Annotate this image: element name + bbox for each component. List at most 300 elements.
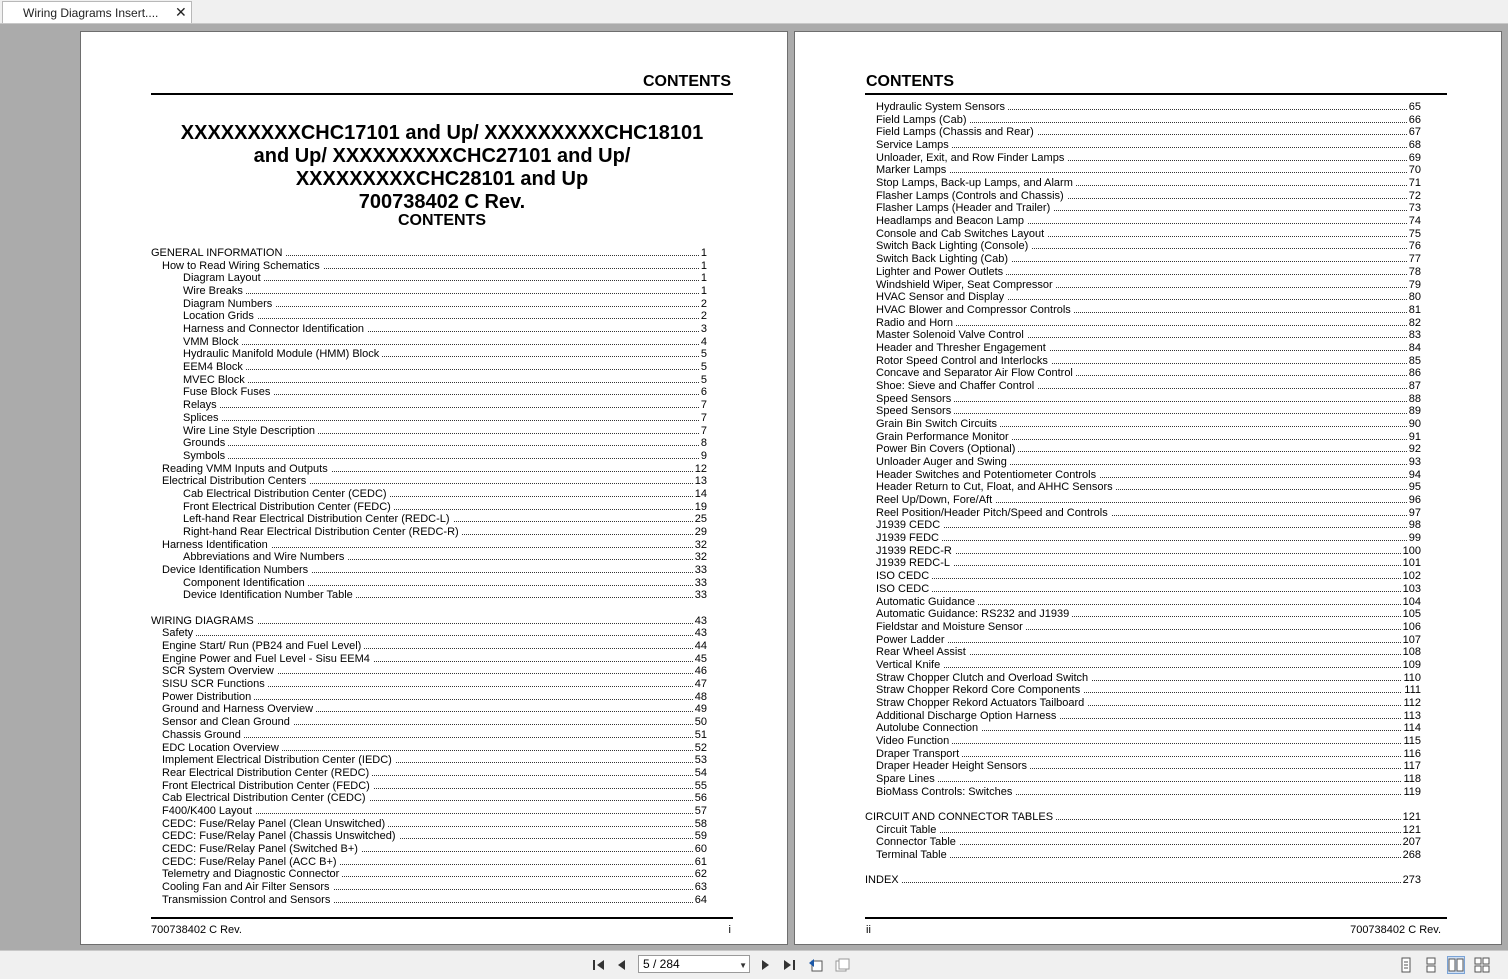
toc-entry-title: EDC Location Overview bbox=[162, 742, 282, 755]
toc-entry[interactable] bbox=[795, 760, 1502, 773]
continuous-view-icon[interactable] bbox=[1423, 957, 1439, 973]
toc-entry[interactable] bbox=[795, 722, 1502, 735]
toc-entry-title: Cab Electrical Distribution Center (CEDC) bbox=[183, 488, 390, 501]
toc-entry[interactable] bbox=[795, 634, 1502, 647]
toc-entry-title: Unloader Auger and Swing bbox=[876, 456, 1010, 469]
toc-entry-title: Engine Start/ Run (PB24 and Fuel Level) bbox=[162, 640, 364, 653]
toc-entry-title: Header Return to Cut, Float, and AHHC Sensors bbox=[876, 481, 1116, 494]
toc-entry-title: Diagram Layout bbox=[183, 272, 264, 285]
toc-entry-page: 273 bbox=[1402, 874, 1421, 887]
toc-entry-page: 1 bbox=[700, 259, 707, 272]
toc-entry[interactable] bbox=[81, 386, 788, 399]
toc-entry-page: 94 bbox=[1408, 468, 1421, 481]
toc-entry-title: Grain Bin Switch Circuits bbox=[876, 418, 1000, 431]
document-tab[interactable] bbox=[2, 1, 192, 23]
toc-entry-page: 121 bbox=[1402, 811, 1421, 824]
toc-entry-page: 64 bbox=[694, 893, 707, 906]
toc-entry[interactable] bbox=[795, 481, 1502, 494]
toc-leader bbox=[876, 527, 1407, 528]
title-line: XXXXXXXXXCHC28101 and Up bbox=[295, 168, 589, 190]
toc-entry[interactable] bbox=[795, 824, 1502, 837]
toc-entry-page: 106 bbox=[1402, 620, 1421, 633]
toc-entry[interactable] bbox=[795, 874, 1502, 887]
toc-entry[interactable] bbox=[81, 323, 788, 336]
toc-entry[interactable] bbox=[795, 114, 1502, 127]
title-line: XXXXXXXXXCHC17101 and Up/ XXXXXXXXXCHC18101 bbox=[180, 122, 704, 144]
toc-entry-title: How to Read Wiring Schematics bbox=[162, 260, 323, 273]
toc-entry-page: 110 bbox=[1403, 671, 1421, 684]
toc-entry[interactable] bbox=[81, 856, 788, 869]
toc-leader bbox=[876, 667, 1401, 668]
page-number-input[interactable] bbox=[638, 955, 750, 973]
toc-entry-title: Switch Back Lighting (Console) bbox=[876, 240, 1031, 253]
toc-entry-page: 50 bbox=[694, 716, 707, 729]
toc-entry-page: 32 bbox=[694, 551, 707, 564]
toc-entry[interactable] bbox=[795, 811, 1502, 824]
toc-leader bbox=[876, 857, 1401, 858]
toc-entry-page: 119 bbox=[1403, 785, 1421, 798]
toc-entry-page: 121 bbox=[1402, 823, 1421, 836]
toc-entry[interactable] bbox=[81, 577, 788, 590]
toc-entry-page: 105 bbox=[1402, 608, 1421, 621]
toc-entry-page: 6 bbox=[700, 386, 707, 399]
toc-entry-title: Abbreviations and Wire Numbers bbox=[183, 551, 347, 564]
toc-entry[interactable] bbox=[81, 615, 788, 628]
toc-entry-page: 48 bbox=[694, 690, 707, 703]
toc-entry[interactable] bbox=[795, 101, 1502, 114]
toc-entry[interactable] bbox=[795, 494, 1502, 507]
toc-entry-title: Flasher Lamps (Controls and Chassis) bbox=[876, 190, 1067, 203]
toc-entry-title: GENERAL INFORMATION bbox=[151, 247, 285, 260]
toc-entry[interactable] bbox=[81, 691, 788, 704]
toc-entry-page: 87 bbox=[1408, 379, 1421, 392]
toc-entry-title: Wire Breaks bbox=[183, 285, 246, 298]
toc-entry-title: Shoe: Sieve and Chaffer Control bbox=[876, 380, 1037, 393]
toc-entry-title: Rotor Speed Control and Interlocks bbox=[876, 355, 1051, 368]
toc-leader bbox=[876, 565, 1401, 566]
toc-entry-title: CEDC: Fuse/Relay Panel (Clean Unswitched) bbox=[162, 818, 388, 831]
toc-entry-page: 63 bbox=[694, 881, 707, 893]
toc-entry-title: Terminal Table bbox=[876, 849, 950, 862]
toc-entry[interactable] bbox=[81, 425, 788, 438]
toc-entry-title: WIRING DIAGRAMS bbox=[151, 615, 257, 628]
toc-entry-page: 68 bbox=[1408, 139, 1421, 152]
toc-entry-page: 52 bbox=[694, 741, 707, 754]
toc-entry[interactable] bbox=[795, 329, 1502, 342]
toc-entry-title: Component Identification bbox=[183, 577, 308, 590]
toc-entry[interactable] bbox=[81, 754, 788, 767]
toc-entry-title: Fieldstar and Moisture Sensor bbox=[876, 621, 1026, 634]
toc-entry-title: Rear Electrical Distribution Center (REDC) bbox=[162, 767, 372, 780]
footer-doc-number: 700738402 C Rev. bbox=[1350, 924, 1441, 936]
toc-entry[interactable] bbox=[795, 646, 1502, 659]
toc-entry[interactable] bbox=[795, 507, 1502, 520]
toc-entry-page: 114 bbox=[1403, 722, 1421, 735]
toc-entry[interactable] bbox=[795, 405, 1502, 418]
toc-entry-title: Splices bbox=[183, 412, 221, 425]
footer-rule bbox=[865, 917, 1447, 919]
toc-entry[interactable] bbox=[795, 215, 1502, 228]
toc-entry[interactable] bbox=[81, 805, 788, 818]
toc-entry-title: J1939 CEDC bbox=[876, 519, 943, 532]
toc-entry[interactable] bbox=[81, 374, 788, 387]
toc-entry-page: 70 bbox=[1408, 164, 1421, 177]
toc-entry[interactable] bbox=[795, 367, 1502, 380]
toc-entry-title: Marker Lamps bbox=[876, 164, 949, 177]
toc-entry-title: Diagram Numbers bbox=[183, 298, 275, 311]
toc-entry[interactable] bbox=[795, 202, 1502, 215]
toc-entry[interactable] bbox=[795, 279, 1502, 292]
toc-entry[interactable] bbox=[81, 488, 788, 501]
toc-entry-title: CEDC: Fuse/Relay Panel (ACC B+) bbox=[162, 856, 340, 869]
toc-entry-page: 79 bbox=[1408, 278, 1421, 291]
toc-entry-title: Console and Cab Switches Layout bbox=[876, 228, 1047, 241]
toc-entry[interactable] bbox=[81, 247, 788, 260]
footer-page-number: ii bbox=[866, 924, 871, 936]
toc-entry-title: Unloader, Exit, and Row Finder Lamps bbox=[876, 152, 1067, 165]
toc-entry[interactable] bbox=[81, 260, 788, 273]
toc-entry[interactable] bbox=[81, 463, 788, 476]
toc-entry[interactable] bbox=[795, 557, 1502, 570]
tab-title[interactable]: Wiring Diagrams Insert.... bbox=[23, 6, 159, 20]
toc-entry-page: 62 bbox=[694, 868, 707, 881]
toc-entry[interactable] bbox=[81, 310, 788, 323]
page-header: CONTENTS bbox=[866, 73, 954, 90]
toc-entry-page: 74 bbox=[1408, 215, 1421, 228]
toc-entry-title: Speed Sensors bbox=[876, 405, 954, 418]
toc-leader bbox=[183, 382, 699, 383]
tab-bar bbox=[0, 0, 1508, 24]
toc-entry-title: Header and Thresher Engagement bbox=[876, 342, 1049, 355]
toc-entry-page: 66 bbox=[1408, 113, 1421, 126]
toc-entry-title: Reel Position/Header Pitch/Speed and Controls bbox=[876, 507, 1111, 520]
toc-entry-page: 53 bbox=[694, 754, 707, 767]
toc-entry[interactable] bbox=[795, 735, 1502, 748]
footer-page-number: i bbox=[728, 924, 731, 936]
toc-entry[interactable] bbox=[81, 450, 788, 463]
toc-entry[interactable] bbox=[795, 849, 1502, 862]
header-rule bbox=[865, 93, 1447, 95]
toc-leader bbox=[876, 642, 1401, 643]
toc-entry[interactable] bbox=[795, 393, 1502, 406]
page-indicator: 5 / 284 bbox=[643, 957, 680, 971]
toc-entry-page: 72 bbox=[1408, 189, 1421, 202]
toc-entry[interactable] bbox=[795, 697, 1502, 710]
toc-entry-page: 33 bbox=[694, 564, 707, 576]
toc-entry-title: Engine Power and Fuel Level - Sisu EEM4 bbox=[162, 653, 373, 666]
toc-entry-title: F400/K400 Layout bbox=[162, 805, 255, 818]
toc-entry-title: CEDC: Fuse/Relay Panel (Switched B+) bbox=[162, 843, 361, 856]
back-view-icon[interactable] bbox=[808, 957, 824, 973]
toc-entry[interactable] bbox=[81, 399, 788, 412]
toc-entry-title: Telemetry and Diagnostic Connector bbox=[162, 868, 342, 881]
toc-entry-page: 13 bbox=[694, 475, 707, 488]
toc-entry-title: Draper Header Height Sensors bbox=[876, 760, 1030, 773]
toc-entry-title: HVAC Sensor and Display bbox=[876, 291, 1007, 304]
toc-entry[interactable] bbox=[81, 678, 788, 691]
toc-entry[interactable] bbox=[795, 469, 1502, 482]
toc-entry-page: 82 bbox=[1408, 316, 1421, 329]
toc-entry[interactable] bbox=[795, 570, 1502, 583]
toc-entry[interactable] bbox=[795, 684, 1502, 697]
toc-entry-title: Header Switches and Potentiometer Controls bbox=[876, 469, 1099, 482]
toc-entry[interactable] bbox=[795, 291, 1502, 304]
toc-entry-page: 76 bbox=[1408, 240, 1421, 253]
toc-entry[interactable] bbox=[795, 177, 1502, 190]
toc-entry[interactable] bbox=[795, 304, 1502, 317]
toc-entry[interactable] bbox=[81, 843, 788, 856]
toc-entry-page: 96 bbox=[1408, 494, 1421, 507]
toc-entry[interactable] bbox=[795, 456, 1502, 469]
toc-entry[interactable] bbox=[81, 298, 788, 311]
toc-entry[interactable] bbox=[795, 418, 1502, 431]
toc-entry[interactable] bbox=[795, 545, 1502, 558]
toc-entry-title: Ground and Harness Overview bbox=[162, 703, 316, 716]
toc-entry-page: 46 bbox=[694, 665, 707, 678]
toc-entry-page: 103 bbox=[1402, 582, 1421, 595]
continuous-facing-view-icon[interactable] bbox=[1474, 957, 1490, 973]
header-rule bbox=[151, 93, 733, 95]
toc-entry[interactable] bbox=[81, 729, 788, 742]
toc-leader bbox=[183, 458, 699, 459]
previous-page-icon[interactable] bbox=[614, 957, 630, 973]
toc-entry[interactable] bbox=[795, 608, 1502, 621]
toc-entry[interactable] bbox=[795, 836, 1502, 849]
toc-entry[interactable] bbox=[81, 792, 788, 805]
toc-entry-page: 7 bbox=[700, 411, 707, 424]
toc-entry[interactable] bbox=[81, 551, 788, 564]
toc-entry[interactable] bbox=[81, 348, 788, 361]
toc-entry-page: 2 bbox=[700, 310, 707, 323]
toc-entry[interactable] bbox=[795, 139, 1502, 152]
toc-entry-page: 61 bbox=[694, 855, 707, 868]
toc-entry-title: Power Bin Covers (Optional) bbox=[876, 443, 1018, 456]
forward-view-icon[interactable] bbox=[834, 957, 850, 973]
toc-entry-page: 80 bbox=[1408, 291, 1421, 304]
toc-entry-page: 14 bbox=[694, 487, 707, 500]
toc-entry-title: Cab Electrical Distribution Center (CEDC) bbox=[162, 792, 369, 805]
toc-entry[interactable] bbox=[795, 596, 1502, 609]
document-viewer[interactable] bbox=[0, 24, 1508, 950]
toc-entry-title: SCR System Overview bbox=[162, 665, 277, 678]
toc-entry-title: SISU SCR Functions bbox=[162, 678, 268, 691]
toc-entry[interactable] bbox=[795, 342, 1502, 355]
toc-leader bbox=[183, 407, 699, 408]
toc-entry[interactable] bbox=[81, 830, 788, 843]
toc-entry[interactable] bbox=[795, 748, 1502, 761]
first-page-icon[interactable] bbox=[591, 957, 607, 973]
toc-entry[interactable] bbox=[795, 317, 1502, 330]
toc-entry-page: 207 bbox=[1402, 836, 1421, 849]
toc-entry-page: 12 bbox=[694, 462, 707, 475]
toc-entry-title: J1939 REDC-L bbox=[876, 557, 953, 570]
toc-entry[interactable] bbox=[795, 431, 1502, 444]
toc-entry-title: Location Grids bbox=[183, 310, 257, 323]
toc-leader bbox=[183, 344, 699, 345]
page-left bbox=[80, 31, 788, 945]
toc-entry-title: Spare Lines bbox=[876, 773, 938, 786]
toc-entry[interactable] bbox=[795, 164, 1502, 177]
toc-entry-page: 104 bbox=[1402, 595, 1421, 608]
toc-entry-page: 2 bbox=[700, 297, 707, 310]
toc-entry[interactable] bbox=[81, 285, 788, 298]
toc-entry[interactable] bbox=[81, 665, 788, 678]
toc-entry-page: 117 bbox=[1403, 760, 1421, 773]
toc-entry-page: 95 bbox=[1408, 481, 1421, 494]
toc-entry-title: Harness Identification bbox=[162, 539, 271, 552]
toc-entry-title: CIRCUIT AND CONNECTOR TABLES bbox=[865, 811, 1056, 824]
toc-entry-title: Right-hand Rear Electrical Distribution Center (REDC-R) bbox=[183, 526, 462, 539]
toc-entry[interactable] bbox=[81, 703, 788, 716]
toc-entry[interactable] bbox=[795, 443, 1502, 456]
toc-entry-page: 29 bbox=[694, 525, 707, 538]
single-page-view-icon[interactable] bbox=[1398, 957, 1414, 973]
toc-entry[interactable] bbox=[81, 894, 788, 907]
toc-entry-page: 49 bbox=[694, 703, 707, 716]
toc-entry-page: 56 bbox=[694, 792, 707, 805]
toc-entry[interactable] bbox=[81, 564, 788, 577]
toc-entry-title: MVEC Block bbox=[183, 374, 248, 387]
toc-entry[interactable] bbox=[81, 742, 788, 755]
toc-entry-page: 57 bbox=[694, 804, 707, 817]
toc-entry[interactable] bbox=[81, 412, 788, 425]
toc-entry[interactable] bbox=[81, 767, 788, 780]
toc-leader bbox=[876, 781, 1401, 782]
toc-entry-title: Additional Discharge Option Harness bbox=[876, 710, 1059, 723]
toc-entry[interactable] bbox=[81, 272, 788, 285]
toc-entry-title: Draper Transport bbox=[876, 748, 962, 761]
toc-entry-title: Device Identification Number Table bbox=[183, 589, 356, 602]
toc-entry[interactable] bbox=[795, 786, 1502, 799]
toc-entry-page: 8 bbox=[700, 437, 707, 450]
toc-entry[interactable] bbox=[81, 437, 788, 450]
toc-entry-page: 7 bbox=[700, 399, 707, 412]
toc-entry-page: 4 bbox=[700, 335, 707, 348]
toc-entry[interactable] bbox=[81, 526, 788, 539]
toc-entry-page: 77 bbox=[1408, 253, 1421, 266]
toc-entry-title: Rear Wheel Assist bbox=[876, 646, 969, 659]
toc-entry[interactable] bbox=[795, 710, 1502, 723]
toc-entry-page: 67 bbox=[1408, 126, 1421, 139]
toc-entry[interactable] bbox=[795, 773, 1502, 786]
toc-entry-title: J1939 REDC-R bbox=[876, 545, 955, 558]
toc-entry-title: Grounds bbox=[183, 437, 228, 450]
toc-entry[interactable] bbox=[795, 228, 1502, 241]
toc-entry[interactable] bbox=[795, 266, 1502, 279]
toc-entry-title: Flasher Lamps (Header and Trailer) bbox=[876, 202, 1053, 215]
toc-entry-page: 47 bbox=[694, 678, 707, 691]
toc-entry-title: Master Solenoid Valve Control bbox=[876, 329, 1027, 342]
toc-entry-page: 71 bbox=[1408, 177, 1421, 190]
page-right bbox=[794, 31, 1502, 945]
toc-entry[interactable] bbox=[795, 621, 1502, 634]
toc-entry-page: 55 bbox=[694, 779, 707, 792]
toc-entry[interactable] bbox=[81, 881, 788, 894]
toc-entry[interactable] bbox=[795, 672, 1502, 685]
toc-entry[interactable] bbox=[81, 868, 788, 881]
toc-entry-page: 107 bbox=[1402, 633, 1421, 646]
toc-entry-page: 93 bbox=[1408, 456, 1421, 469]
toc-entry-title: Implement Electrical Distribution Center (IEDC) bbox=[162, 754, 395, 767]
toc-entry[interactable] bbox=[795, 659, 1502, 672]
facing-view-icon[interactable] bbox=[1448, 957, 1464, 973]
toc-entry-title: Stop Lamps, Back-up Lamps, and Alarm bbox=[876, 177, 1076, 190]
toc-entry[interactable] bbox=[81, 361, 788, 374]
toc-entry-page: 25 bbox=[694, 513, 707, 526]
toc-entry-page: 1 bbox=[700, 272, 707, 285]
toc-entry-page: 19 bbox=[694, 500, 707, 513]
toc-entry[interactable] bbox=[795, 380, 1502, 393]
toc-entry[interactable] bbox=[795, 519, 1502, 532]
toc-entry-page: 91 bbox=[1408, 430, 1421, 443]
toc-entry[interactable] bbox=[795, 355, 1502, 368]
toc-entry-page: 7 bbox=[700, 424, 707, 437]
toc-entry[interactable] bbox=[795, 126, 1502, 139]
toc-entry-title: Video Function bbox=[876, 735, 952, 748]
toc-leader bbox=[162, 635, 693, 636]
toc-entry[interactable] bbox=[795, 583, 1502, 596]
toc-entry-title: Cooling Fan and Air Filter Sensors bbox=[162, 881, 333, 894]
toc-entry-page: 45 bbox=[694, 652, 707, 665]
toc-entry-page: 32 bbox=[694, 538, 707, 551]
toc-entry-title: Power Distribution bbox=[162, 691, 254, 704]
toc-entry-page: 5 bbox=[700, 361, 707, 374]
toc-entry-title: Autolube Connection bbox=[876, 722, 981, 735]
toc-entry[interactable] bbox=[795, 240, 1502, 253]
toc-entry-page: 97 bbox=[1408, 506, 1421, 519]
close-icon[interactable]: ✕ bbox=[175, 4, 187, 20]
toc-entry-title: Reel Up/Down, Fore/Aft bbox=[876, 494, 995, 507]
toc-entry-page: 268 bbox=[1402, 849, 1421, 862]
toc-entry[interactable] bbox=[81, 589, 788, 602]
toc-entry[interactable] bbox=[81, 336, 788, 349]
toc-entry[interactable] bbox=[81, 627, 788, 640]
toc-entry-title: Hydraulic Manifold Module (HMM) Block bbox=[183, 348, 382, 361]
toc-entry[interactable] bbox=[81, 513, 788, 526]
toc-entry[interactable] bbox=[81, 716, 788, 729]
toc-entry-title: Symbols bbox=[183, 450, 228, 463]
toc-entry-page: 1 bbox=[700, 247, 707, 259]
title-line: and Up/ XXXXXXXXXCHC27101 and Up/ bbox=[253, 145, 631, 167]
toc-leader bbox=[876, 172, 1407, 173]
toc-entry-page: 78 bbox=[1408, 265, 1421, 278]
toc-entry[interactable] bbox=[81, 653, 788, 666]
toc-entry[interactable] bbox=[81, 640, 788, 653]
last-page-icon[interactable] bbox=[781, 957, 797, 973]
next-page-icon[interactable] bbox=[757, 957, 773, 973]
toc-entry[interactable] bbox=[795, 253, 1502, 266]
chevron-down-icon[interactable]: ▼ bbox=[739, 961, 747, 970]
toc-entry[interactable] bbox=[795, 152, 1502, 165]
toc-leader bbox=[876, 147, 1407, 148]
toc-entry-page: 69 bbox=[1408, 151, 1421, 164]
toc-entry[interactable] bbox=[795, 532, 1502, 545]
toc-entry-page: 73 bbox=[1408, 202, 1421, 215]
toc-entry-page: 43 bbox=[694, 614, 707, 627]
toc-entry-page: 113 bbox=[1403, 709, 1421, 722]
toc-entry-page: 116 bbox=[1403, 747, 1421, 760]
toc-entry[interactable] bbox=[795, 190, 1502, 203]
toc-leader bbox=[876, 743, 1401, 744]
toc-entry[interactable] bbox=[81, 780, 788, 793]
toc-entry-page: 115 bbox=[1403, 735, 1421, 747]
toc-entry-title: Lighter and Power Outlets bbox=[876, 266, 1006, 279]
toc-entry[interactable] bbox=[81, 475, 788, 488]
toc-entry-title: Fuse Block Fuses bbox=[183, 386, 273, 399]
toc-entry[interactable] bbox=[81, 539, 788, 552]
toc-entry[interactable] bbox=[81, 818, 788, 831]
toc-entry[interactable] bbox=[81, 501, 788, 514]
